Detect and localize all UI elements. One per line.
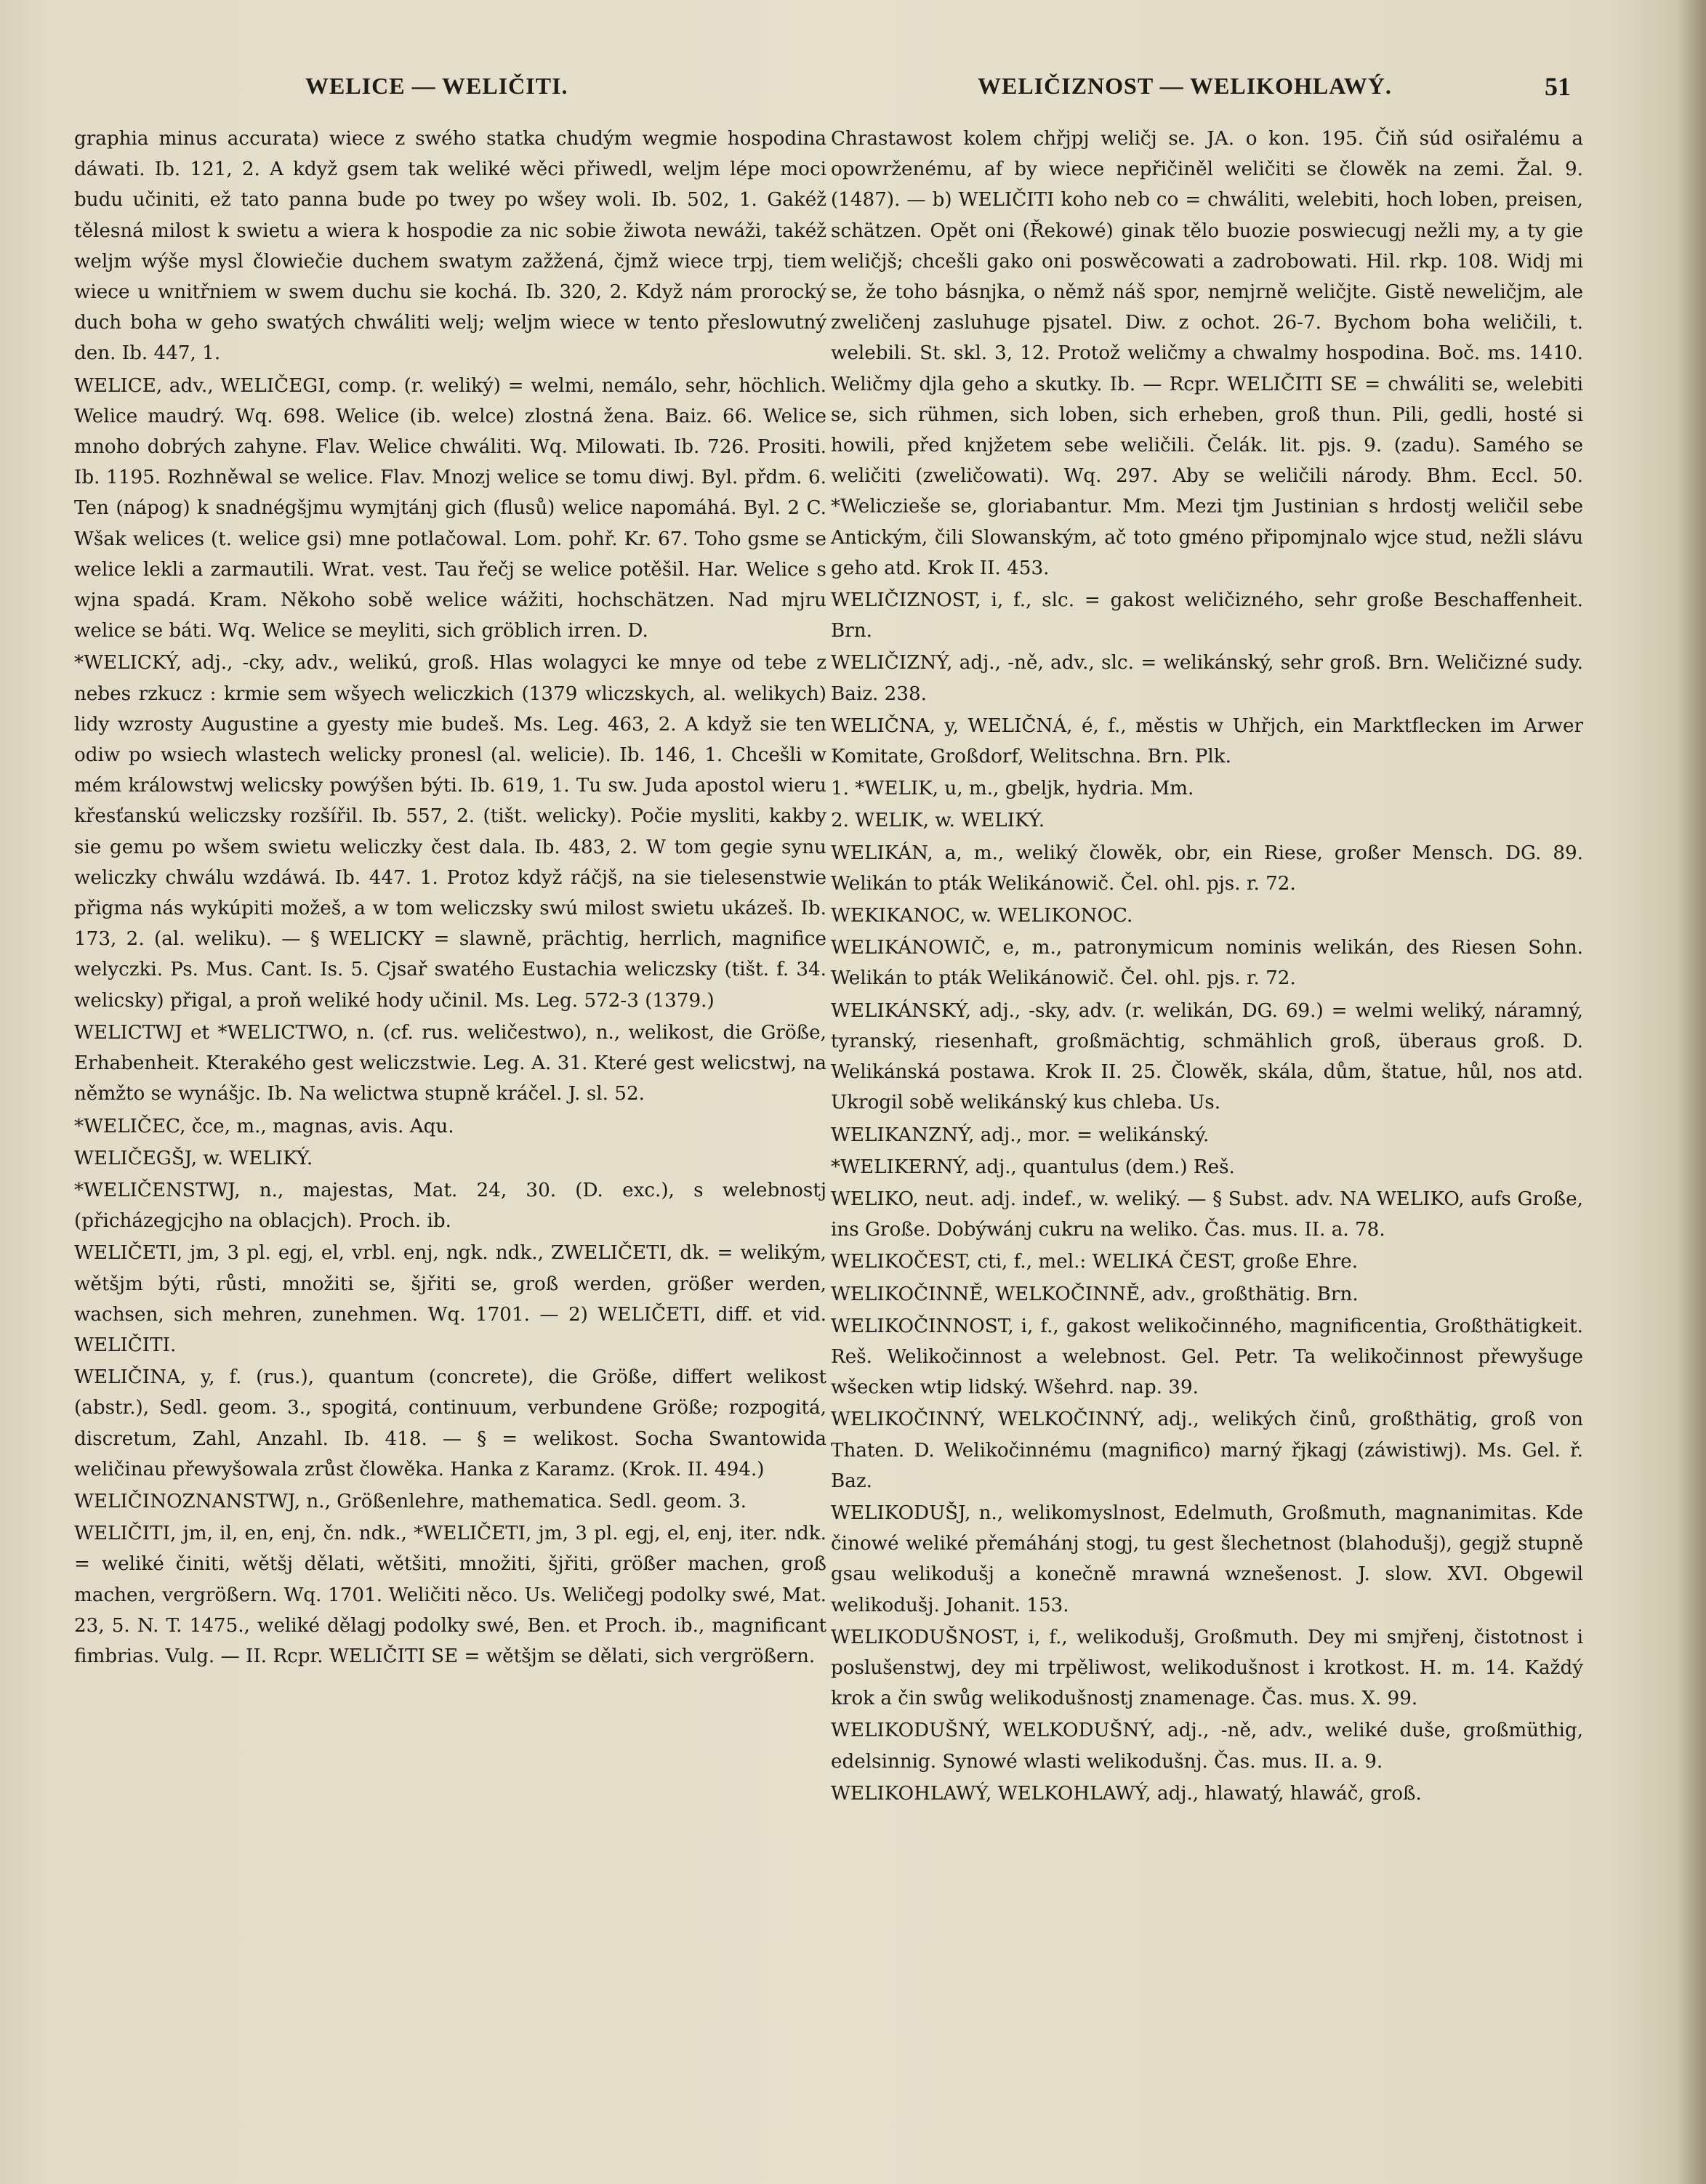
entry-welik-2: 2. WELIK, w. WELIKÝ. — [831, 810, 1045, 832]
entry-welicina: WELIČINA, y, f. (rus.), quantum (concrete), die Größe, differt welikost (abstr.), Sedl. geom. 3., spogitá, continuum, verbundene Größe; rozpogitá, discretum, Zahl, Anzahl. Ib. 418. — § = welikost. Socha Swantowida weličinau přewyšowala zrůst člowěka. Hanka z Karamz. (Krok. II. 494.) — [74, 1366, 826, 1480]
entry-welicizny: WELIČIZNÝ, adj., -ně, adv., slc. = welikánský, sehr groß. Brn. Weličizné sudy. Baiz. 238. — [831, 652, 1583, 705]
page-number: 51 — [1545, 72, 1571, 101]
entry-welikohlawy: WELIKOHLAWÝ, WELKOHLAWÝ, adj., hlawatý, hlawáč, groß. — [831, 1782, 1422, 1805]
entry-weliciti-continued: Chrastawost kolem chřjpj weličj se. JA. o kon. 195. Čiň súd osiřalému a opowrženému, af by wiece nepřičiněl weličiti se člowěk na zemi. Žal. 9. (1487). — b) WELIČITI koho neb co = chwáliti, welebiti, hoch loben, preisen, schätzen. Opět oni (Řekowé) ginak tělo buozie poswiecugj nežli my, a ty gie weličjš; chcešli gako oni poswěcowati a zadrobowati. Hil. rkp. 108. Widj mi se, že toho básnjka, o němž náš spor, nemjrně weličjte. Gistě neweličjm, ale zweličenj zasluhuge pjsatel. Diw. z ochot. 26-7. Bychom boha weličili, t. welebili. St. skl. 3, 12. Protož weličmy a chwalmy hospodina. Boč. ms. 1410. Weličmy djla geho a skutky. Ib. — Rcpr. WELIČITI SE = chwáliti se, welebiti se, sich rühmen, sich loben, sich erheben, groß thun. Pili, gedli, hosté si howili, před knjžetem sebe weličili. Čelák. lit. pjs. 9. (zadu). Samého se weličiti (zweličowati). Wq. 297. Aby se weličili národy. Bhm. Eccl. 50. *Weliczieše se, gloriabantur. Mm. Mezi tjm Justinian s hrdostj weličil sebe Antickým, čili Slowanským, ač toto gméno připomjnalo wjce stud, nežli slávu geho atd. Krok II. 453. — [831, 128, 1583, 579]
entry-welikodusnost: WELIKODUŠNOST, i, f., welikodušj, Großmuth. Dey mi smjřenj, čistotnost i poslušenstwj, dey mi trpěliwost, welikodušnost i krotkost. H. m. 14. Každý krok a čin swůg welikodušnostj znamenage. Čas. mus. X. 99. — [831, 1626, 1583, 1710]
entry-welikocest: WELIKOČEST, cti, f., mel.: WELIKÁ ČEST, große Ehre. — [831, 1251, 1359, 1273]
entry-welicna: WELIČNA, y, WELIČNÁ, é, f., městis w Uhřjch, ein Marktflecken im Arwer Komitate, Großdorf, Welitschna. Brn. Plk. — [831, 714, 1583, 768]
entry-welikanzny: WELIKANZNÝ, adj., mor. = welikánský. — [831, 1124, 1210, 1146]
entry-welik-1: 1. *WELIK, u, m., gbeljk, hydria. Mm. — [831, 778, 1194, 800]
running-head-left: WELICE — WELIČITI. — [305, 73, 568, 99]
entry-wekikanoc: WEKIKANOC, w. WELIKONOC. — [831, 905, 1133, 927]
right-column — [831, 124, 1583, 1809]
entry-welikodusny: WELIKODUŠNÝ, WELKODUŠNÝ, adj., -ně, adv., weliké duše, großmüthig, edelsinnig. Synowé wlasti welikodušnj. Čas. mus. II. a. 9. — [831, 1720, 1583, 1773]
entry-welikocinnost: WELIKOČINNOST, i, f., gakost welikočinného, magnificentia, Großthätigkeit. Reš. Welikočinnost a welebnost. Gel. Petr. Ta welikočinnost přewyšuge wšecken wtip lidský. Wšehrd. nap. 39. — [831, 1315, 1583, 1399]
entry-welikocinne: WELIKOČINNĚ, WELKOČINNĚ, adv., großthätig. Brn. — [831, 1283, 1359, 1305]
entry-welicegsj: WELIČEGŠJ, w. WELIKÝ. — [74, 1147, 313, 1169]
entry-welikansky: WELIKÁNSKÝ, adj., -sky, adv. (r. welikán, DG. 69.) = welmi weliký, náramný, tyranský, riesenhaft, großmächtig, schmählich groß, überaus groß. D. Welikánská postawa. Krok II. 25. Člowěk, skála, dům, štatue, hůl, nos atd. Ukrogil sobě welikánský kus chleba. Us. — [831, 999, 1583, 1114]
entry-continuation: graphia minus accurata) wiece z swého statka chudým wegmie hospodina dáwati. Ib. 121, 2. A když gsem tak weliké wěci přiwedl, weljm lépe moci budu učiniti, ež tato panna bude po twey po wšey woli. Ib. 502, 1. Gakéž tělesná milost k swietu a wiera k hospodie za nic sobie žiwota newáži, takéž weljm wýše mysl člowiečie duchem swatym zažžená, čjmž wiece trpj, tiem wiece u wnitřniem w swem duchu sie kochá. Ib. 320, 2. Když nám prorocký duch boha w geho swatých chwáliti welj; weljm wiece w tento přeslowutný den. Ib. 447, 1. — [74, 128, 826, 365]
entry-welicinoznanstwj: WELIČINOZNANSTWJ, n., Größenlehre, mathematica. Sedl. geom. 3. — [74, 1490, 747, 1512]
entry-weliciti: WELIČITI, jm, il, en, enj, čn. ndk., *WELIČETI, jm, 3 pl. egj, el, enj, iter. ndk. = weliké činiti, wětšj dělati, wětšiti, množiti, šjřiti, größer machen, groß machen, vergrößern. Wq. 1701. Weličiti něco. Us. Weličegj podolky swé, Mat. 23, 5. N. T. 1475., weliké dělagj podolky swé, Ben. et Proch. ib., magnificant fimbrias. Vulg. — II. Rcpr. WELIČITI SE = wětšjm se dělati, sich vergrößern. — [74, 1523, 826, 1667]
entry-welikerny: *WELIKERNÝ, adj., quantulus (dem.) Reš. — [831, 1156, 1235, 1178]
left-column — [74, 124, 826, 1672]
entry-welikocinny: WELIKOČINNÝ, WELKOČINNÝ, adj., welikých činů, großthätig, groß von Thaten. D. Welikočinnému (magnifico) marný řjkagj (záwistiwj). Ms. Gel. ř. Baz. — [831, 1409, 1583, 1492]
entry-weliceti: WELIČETI, jm, 3 pl. egj, el, vrbl. enj, ngk. ndk., ZWELIČETI, dk. = welikým, wětšjm býti, růsti, množiti se, šjřiti se, groß werden, größer werden, wachsen, sich mehren, zunehmen. Wq. 1701. — 2) WELIČETI, diff. et vid. WELIČITI. — [74, 1242, 826, 1356]
running-head-right: WELIČIZNOST — WELIKOHLAWÝ. — [978, 73, 1392, 99]
page-edge-shadow — [1677, 0, 1706, 2184]
entry-welikodusj: WELIKODUŠJ, n., welikomyslnost, Edelmuth, Großmuth, magnanimitas. Kde činowé weliké přemáhánj stogj, tu gest šlechetnost (blahodušj), gegjž stupně gsau welikodušj a konečně mrawná wznešenost. J. slow. XVI. Obgewil welikodušj. Johanit. 153. — [831, 1502, 1583, 1616]
entry-welicenstwj: *WELIČENSTWJ, n., majestas, Mat. 24, 30. (D. exc.), s welebnostj (přicházegjcjho na oblacjch). Proch. ib. — [74, 1179, 826, 1233]
entry-welictwj: WELICTWJ et *WELICTWO, n. (cf. rus. weličestwo), n., welikost, die Größe, Erhabenheit. Kterakého gest weliczstwie. Leg. A. 31. Které gest welicstwj, na němžto se wynášjc. Ib. Na welictwa stupně kráčel. J. sl. 52. — [74, 1021, 826, 1105]
entry-welice: WELICE, adv., WELIČEGI, comp. (r. weliký) = welmi, nemálo, sehr, höchlich. Welice maudrý. Wq. 698. Welice (ib. welce) zlostná žena. Baiz. 66. Welice mnoho dobrých zahyne. Flav. Welice chwáliti. Wq. Milowati. Ib. 726. Prositi. Ib. 1195. Rozhněwal se welice. Flav. Mnozj welice se tomu diwj. Byl. přdm. 6. Ten (nápog) k snadnégšjmu wymjtánj gich (flusů) welice napomáhá. Byl. 2 C. Wšak welices (t. welice gsi) mne potlačowal. Lom. pohř. Kr. 67. Toho gsme se welice lekli a zarmautili. Wrat. vest. Tau řečj se welice potěšil. Har. Welice s wjna spadá. Kram. Někoho sobě welice wážiti, hochschätzen. Nad mjru welice se báti. Wq. Welice se meyliti, sich gröblich irren. D. — [74, 374, 826, 642]
entry-welikan: WELIKÁN, a, m., weliký člowěk, obr, ein Riese, großer Mensch. DG. 89. Welikán to pták Welikánowič. Čel. ohl. pjs. r. 72. — [831, 842, 1583, 895]
entry-welicec: *WELIČEC, čce, m., magnas, avis. Aqu. — [74, 1115, 454, 1137]
entry-welicisznost: WELIČIZNOST, i, f., slc. = gakost weličizného, sehr große Beschaffenheit. Brn. — [831, 589, 1583, 642]
entry-welikanowic: WELIKÁNOWIČ, e, m., patronymicum nominis welikán, des Riesen Sohn. Welikán to pták Welikánowič. Čel. ohl. pjs. r. 72. — [831, 937, 1583, 990]
entry-welicky: *WELICKÝ, adj., -cky, adv., welikú, groß. Hlas wolagyci ke mnye od tebe z nebes rzkucz : krmie sem wšyech weliczkich (1379 wliczskych, al. welikych) lidy wzrosty Augustine a gyesty mie budeš. Ms. Leg. 463, 2. A když sie ten odiw po wsiech wlastech welicky pronesl (al. welicie). Ib. 146, 1. Chcešli w mém králowstwj welicsky powýšen býti. Ib. 619, 1. Tu sw. Juda apostol wieru křesťanskú weliczsky rozšířil. Ib. 557, 2. (tišt. welicky). Počie mysliti, kakby sie gemu po wšem swietu weliczky čest dala. Ib. 483, 2. W tom gegie synu weliczky chwálu wzdáwá. Ib. 447. 1. Protoz když ráčjš, na sie tielesenstwie přigma nás wykúpiti možeš, a w tom weliczsky swú milost swietu ukázeš. Ib. 173, 2. (al. weliku). — § WELICKY = slawně, prächtig, herrlich, magnifice welyczki. Ps. Mus. Cant. Is. 5. Cjsař swatého Eustachia weliczsky (tišt. f. 34. welicsky) přigal, a proň weliké hody učinil. Ms. Leg. 572-3 (1379.) — [74, 652, 826, 1012]
entry-weliko: WELIKO, neut. adj. indef., w. weliký. — § Subst. adv. NA WELIKO, aufs Große, ins Große. Dobýwánj cukru na weliko. Čas. mus. II. a. 78. — [831, 1188, 1583, 1241]
